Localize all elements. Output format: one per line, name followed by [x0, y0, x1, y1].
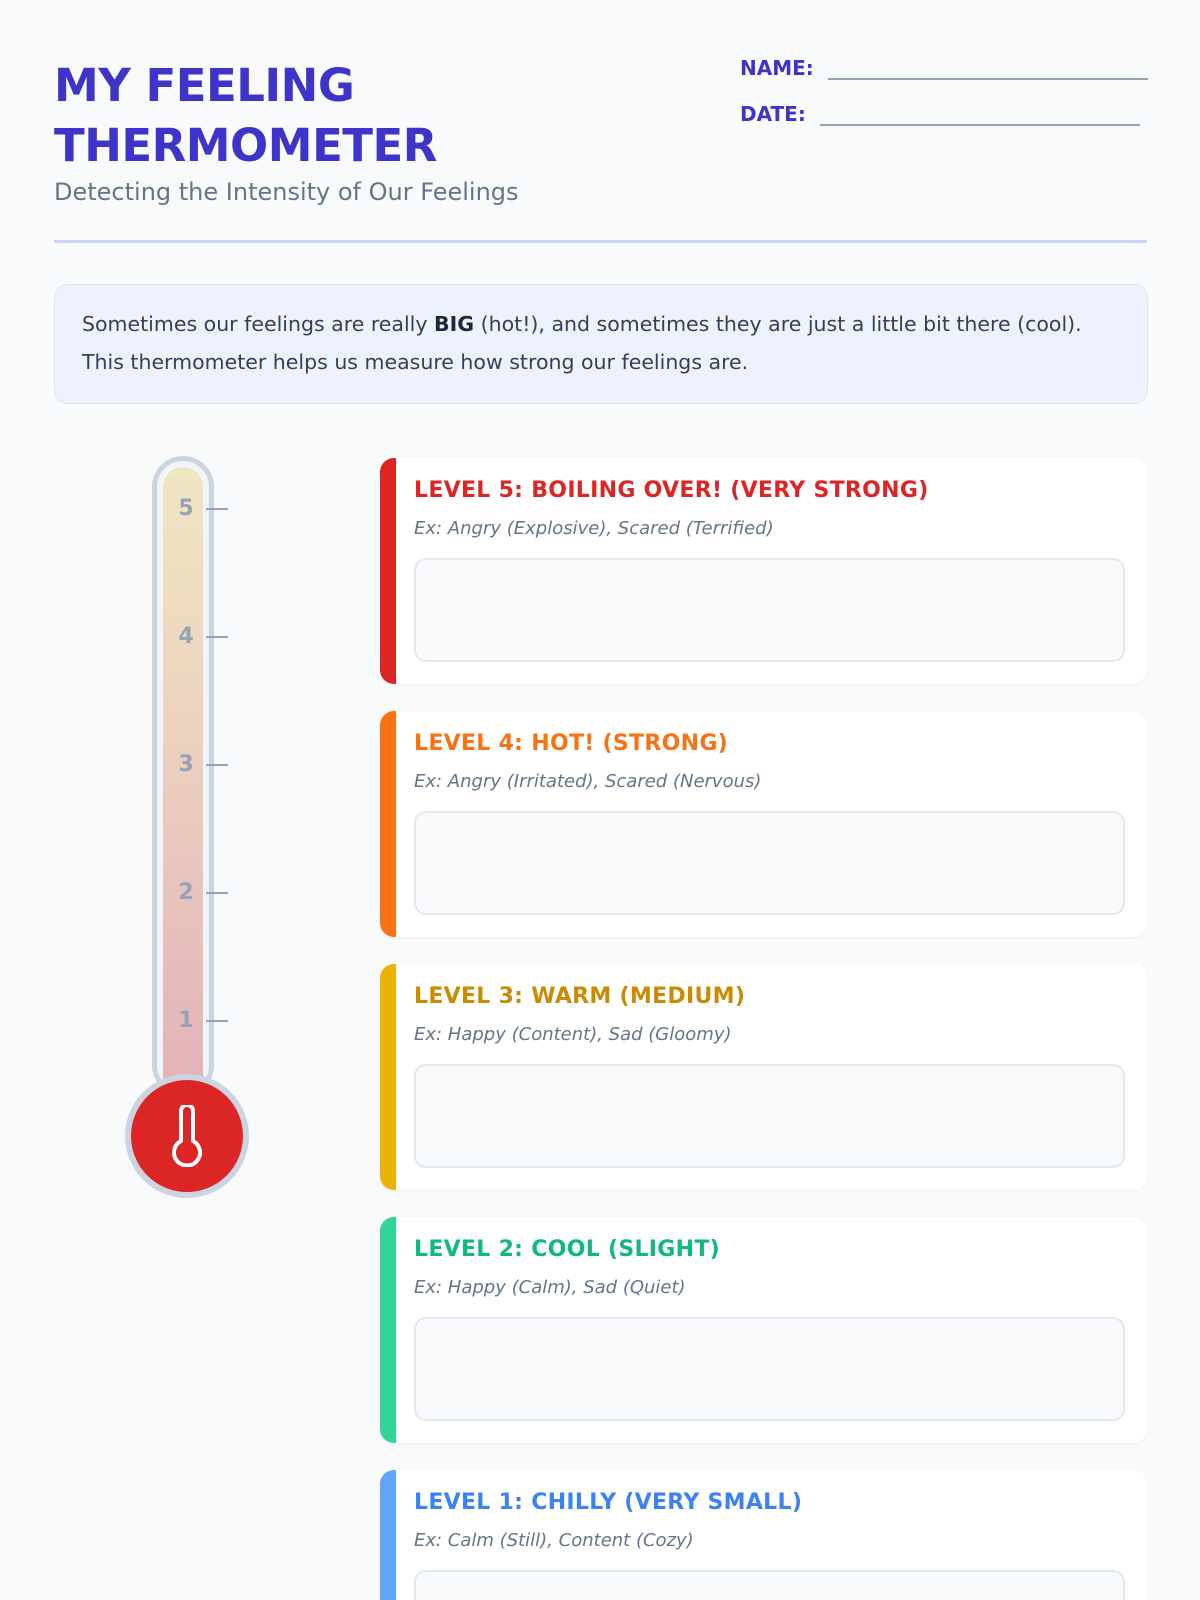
name-label: NAME: — [740, 56, 814, 80]
tick-5 — [172, 496, 228, 521]
tick-label: 5 — [178, 496, 194, 521]
level-color-bar — [380, 458, 396, 684]
level-3-card — [380, 964, 1147, 1190]
date-field — [740, 102, 1140, 126]
intro-bold: BIG — [434, 312, 475, 336]
level-title: LEVEL 5: BOILING OVER! (VERY STRONG) — [414, 478, 929, 503]
level-2-card — [380, 1217, 1147, 1443]
tick-label: 4 — [178, 624, 194, 649]
level-example: Ex: Happy (Content), Sad (Gloomy) — [414, 1024, 732, 1045]
level-3-answer-box[interactable] — [414, 1064, 1125, 1168]
tick-mark — [206, 892, 228, 894]
level-title: LEVEL 2: COOL (SLIGHT) — [414, 1237, 721, 1262]
intro-text-after: (hot!), and sometimes they are just a little bit there (cool). This thermometer helps us measure how strong our feelings are. — [82, 312, 1082, 374]
tick-mark — [206, 1020, 228, 1022]
level-5-answer-box[interactable] — [414, 558, 1125, 662]
level-color-bar — [380, 1470, 396, 1600]
tick-1 — [172, 1008, 228, 1033]
name-field — [740, 56, 1148, 80]
level-title: LEVEL 4: HOT! (STRONG) — [414, 731, 729, 756]
tick-label: 2 — [178, 880, 194, 905]
tick-4 — [172, 624, 228, 649]
level-example: Ex: Angry (Explosive), Scared (Terrified) — [414, 518, 774, 539]
level-color-bar — [380, 964, 396, 1190]
level-example: Ex: Happy (Calm), Sad (Quiet) — [414, 1277, 686, 1298]
tick-label: 3 — [178, 752, 194, 777]
level-4-card — [380, 711, 1147, 937]
header-divider — [54, 240, 1147, 243]
tick-3 — [172, 752, 228, 777]
tick-mark — [206, 764, 228, 766]
worksheet-subtitle: Detecting the Intensity of Our Feelings — [54, 178, 519, 206]
thermometer-graphic — [120, 456, 260, 1206]
tick-label: 1 — [178, 1008, 194, 1033]
level-title: LEVEL 1: CHILLY (VERY SMALL) — [414, 1490, 803, 1515]
level-title: LEVEL 3: WARM (MEDIUM) — [414, 984, 746, 1009]
tick-2 — [172, 880, 228, 905]
level-example: Ex: Angry (Irritated), Scared (Nervous) — [414, 771, 762, 792]
worksheet-title: MY FEELING THERMOMETER — [54, 59, 437, 172]
tick-mark — [206, 636, 228, 638]
level-1-card — [380, 1470, 1147, 1600]
level-5-card — [380, 458, 1147, 684]
date-line[interactable] — [820, 122, 1140, 126]
level-2-answer-box[interactable] — [414, 1317, 1125, 1421]
intro-box — [54, 284, 1148, 404]
level-1-answer-box[interactable] — [414, 1570, 1125, 1600]
tick-mark — [206, 508, 228, 510]
intro-text-before: Sometimes our feelings are really — [82, 312, 435, 336]
level-4-answer-box[interactable] — [414, 811, 1125, 915]
thermometer-fill — [163, 467, 203, 1091]
level-color-bar — [380, 711, 396, 937]
date-label: DATE: — [740, 102, 806, 126]
thermometer-bulb — [125, 1074, 249, 1198]
name-line[interactable] — [828, 76, 1148, 80]
thermometer-icon — [170, 1105, 204, 1167]
level-example: Ex: Calm (Still), Content (Cozy) — [414, 1530, 694, 1551]
level-color-bar — [380, 1217, 396, 1443]
